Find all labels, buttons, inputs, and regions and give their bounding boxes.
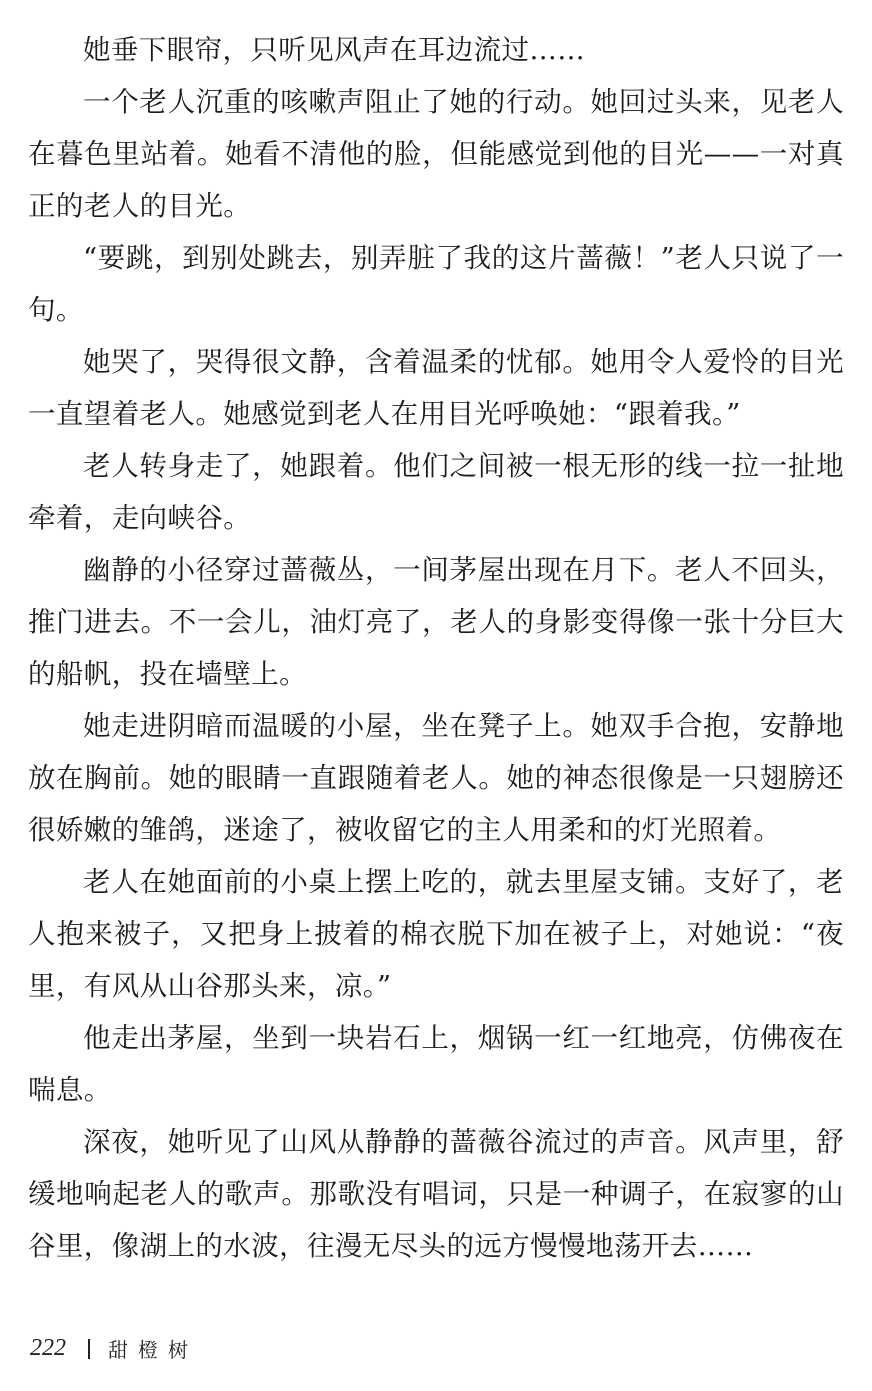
paragraph-7: 她走进阴暗而温暖的小屋，坐在凳子上。她双手合抱，安静地放在胸前。她的眼睛一直跟随着老人。她的神态很像是一只翅膀还很娇嫩的雏鸽，迷途了，被收留它的主人用柔和的灯光照着。 — [28, 710, 844, 846]
paragraph-6: 幽静的小径穿过蔷薇丛，一间茅屋出现在月下。老人不回头，推门进去。不一会儿，油灯亮了，老人的身影变得像一张十分巨大的船帆，投在墙壁上。 — [28, 554, 844, 690]
paragraph-10: 深夜，她听见了山风从静静的蔷薇谷流过的声音。风声里，舒缓地响起老人的歌声。那歌没有唱词，只是一种调子，在寂寥的山谷里，像湖上的水波，往漫无尽头的远方慢慢地荡开去…… — [28, 1126, 844, 1262]
page-number: 222 — [30, 1335, 66, 1361]
footer-divider — [88, 1339, 90, 1359]
paragraph-3: “要跳，到别处跳去，别弄脏了我的这片蔷薇！”老人只说了一句。 — [28, 242, 844, 326]
paragraph-4: 她哭了，哭得很文静，含着温柔的忧郁。她用令人爱怜的目光一直望着老人。她感觉到老人在用目光呼唤她：“跟着我。” — [28, 346, 844, 430]
paragraph-2: 一个老人沉重的咳嗽声阻止了她的行动。她回过头来，见老人在暮色里站着。她看不清他的脸，但能感觉到他的目光——一对真正的老人的目光。 — [28, 86, 844, 222]
page-footer — [30, 1334, 198, 1363]
paragraph-5: 老人转身走了，她跟着。他们之间被一根无形的线一拉一扯地牵着，走向峡谷。 — [28, 450, 844, 534]
paragraph-1: 她垂下眼帘，只听见风声在耳边流过…… — [83, 34, 586, 66]
page-body — [28, 24, 844, 1272]
book-title: 甜橙树 — [108, 1338, 198, 1362]
paragraph-8: 老人在她面前的小桌上摆上吃的，就去里屋支铺。支好了，老人抱来被子，又把身上披着的棉衣脱下加在被子上，对她说：“夜里，有风从山谷那头来，凉。” — [28, 866, 844, 1002]
paragraph-9: 他走出茅屋，坐到一块岩石上，烟锅一红一红地亮，仿佛夜在喘息。 — [28, 1022, 844, 1106]
